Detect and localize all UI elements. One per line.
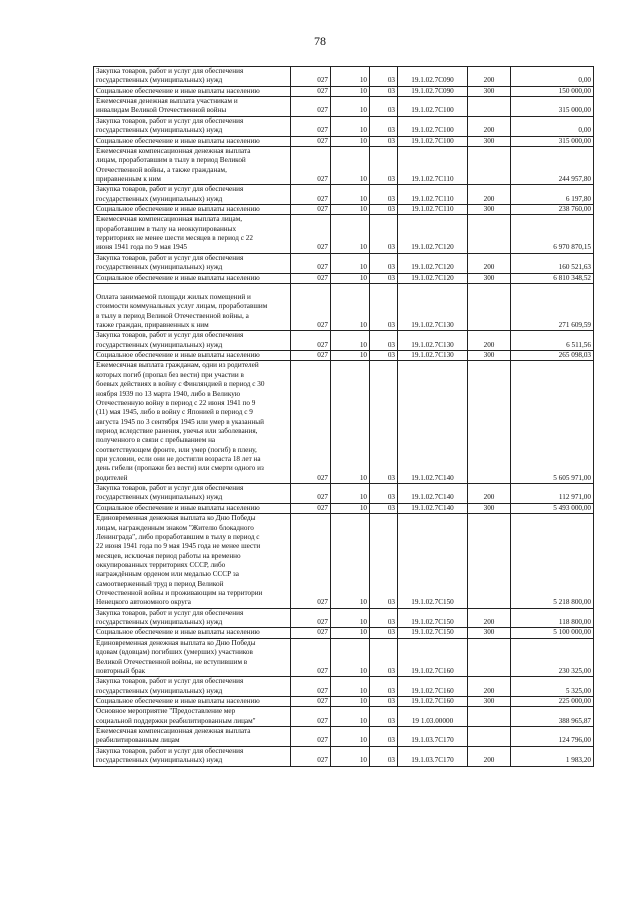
row-section-code: 10 bbox=[331, 205, 370, 215]
row-expense-type bbox=[468, 215, 511, 253]
row-subsection-code: 03 bbox=[370, 351, 398, 361]
row-subsection-code: 03 bbox=[370, 608, 398, 628]
row-amount: 5 493 000,00 bbox=[511, 503, 594, 513]
row-description: Ежемесячная компенсационная денежная выплата лицам, проработавшим в тылу в период Великой Отечественной войны, а также гражданам, приравненным к ним bbox=[94, 146, 291, 184]
row-amount: 6 810 348,52 bbox=[511, 273, 594, 283]
row-section-code: 10 bbox=[331, 677, 370, 697]
row-ministry-code: 027 bbox=[291, 503, 331, 513]
row-subsection-code: 03 bbox=[370, 697, 398, 707]
row-subsection-code: 03 bbox=[370, 283, 398, 330]
row-description: Закупка товаров, работ и услуг для обеспечения государственных (муниципальных) нужд bbox=[94, 185, 291, 205]
row-target-article: 19.1.02.7С160 bbox=[398, 677, 468, 697]
row-section-code: 10 bbox=[331, 514, 370, 609]
row-target-article: 19.1.02.7С160 bbox=[398, 697, 468, 707]
row-description: Ежемесячная выплата гражданам, одни из родителей которых погиб (пропал без вести) при участии в боевых действиях в войну с Финляндией в период с 30 ноября 1939 по 13 марта 1940, либо в Великую Отечественную войну в период с 22 июня 1941 по 9 (11) мая 1945, либо в войну с Японией в период с 9 августа 1945 по 3 сентября 1945 или умер в указанный период вследствие ранения, увечья или заболевания, полученного в связи с пребыванием на соответствующем фронте, или умер (погиб) в плену, при условии, если они не достигли возраста 18 лет на день гибели (пропажи без вести) или смерти одного из родителей bbox=[94, 361, 291, 484]
row-section-code: 10 bbox=[331, 331, 370, 351]
row-expense-type bbox=[468, 283, 511, 330]
row-target-article: 19 1.03.00000 bbox=[398, 707, 468, 727]
row-target-article: 19.1.03.7С170 bbox=[398, 727, 468, 747]
row-subsection-code: 03 bbox=[370, 361, 398, 484]
row-ministry-code: 027 bbox=[291, 86, 331, 96]
row-description: Закупка товаров, работ и услуг для обеспечения государственных (муниципальных) нужд bbox=[94, 746, 291, 766]
row-description: Ежемесячная компенсационная денежная выплата реабилитированным лицам bbox=[94, 727, 291, 747]
row-subsection-code: 03 bbox=[370, 273, 398, 283]
row-amount: 5 325,00 bbox=[511, 677, 594, 697]
row-amount: 0,00 bbox=[511, 67, 594, 87]
row-expense-type: 300 bbox=[468, 697, 511, 707]
table-row bbox=[94, 697, 594, 707]
row-description: Оплата занимаемой площади жилых помещений и стоимости коммунальных услуг лицам, проработавшим в тылу в период Великой Отечественной войны, а также граждан, приравненных к ним bbox=[94, 283, 291, 330]
row-ministry-code: 027 bbox=[291, 146, 331, 184]
row-description: Социальное обеспечение и иные выплаты населению bbox=[94, 697, 291, 707]
table-row bbox=[94, 361, 594, 484]
row-ministry-code: 027 bbox=[291, 707, 331, 727]
row-subsection-code: 03 bbox=[370, 514, 398, 609]
row-amount: 6 970 870,15 bbox=[511, 215, 594, 253]
row-subsection-code: 03 bbox=[370, 628, 398, 638]
row-ministry-code: 027 bbox=[291, 351, 331, 361]
row-expense-type: 300 bbox=[468, 205, 511, 215]
row-subsection-code: 03 bbox=[370, 503, 398, 513]
row-section-code: 10 bbox=[331, 707, 370, 727]
row-description: Единовременная денежная выплата ко Дню Победы лицам, награжденным знаком "Жителю блокадного Ленинграда", либо проработавшим в тылу в период с 22 июня 1941 года по 9 мая 1945 года не менее шести месяцев, исключая период работы на временно оккупированных территориях СССР, либо награждённым орденом или медалью СССР за самоотверженный труд в период Великой Отечественной войны и проживающим на территории Ненецкого автономного округа bbox=[94, 514, 291, 609]
row-expense-type: 300 bbox=[468, 86, 511, 96]
table-row bbox=[94, 638, 594, 676]
row-target-article: 19.1.02.7С100 bbox=[398, 97, 468, 117]
row-section-code: 10 bbox=[331, 727, 370, 747]
row-target-article: 19.1.02.7С100 bbox=[398, 136, 468, 146]
row-section-code: 10 bbox=[331, 361, 370, 484]
row-target-article: 19.1.02.7С130 bbox=[398, 351, 468, 361]
row-amount: 124 796,00 bbox=[511, 727, 594, 747]
row-description: Закупка товаров, работ и услуг для обеспечения государственных (муниципальных) нужд bbox=[94, 677, 291, 697]
table-row bbox=[94, 283, 594, 330]
row-ministry-code: 027 bbox=[291, 331, 331, 351]
row-description: Социальное обеспечение и иные выплаты населению bbox=[94, 503, 291, 513]
row-ministry-code: 027 bbox=[291, 136, 331, 146]
row-section-code: 10 bbox=[331, 185, 370, 205]
row-subsection-code: 03 bbox=[370, 677, 398, 697]
row-ministry-code: 027 bbox=[291, 514, 331, 609]
row-section-code: 10 bbox=[331, 638, 370, 676]
row-ministry-code: 027 bbox=[291, 97, 331, 117]
row-expense-type bbox=[468, 638, 511, 676]
row-description: Закупка товаров, работ и услуг для обеспечения государственных (муниципальных) нужд bbox=[94, 116, 291, 136]
row-amount: 118 800,00 bbox=[511, 608, 594, 628]
row-subsection-code: 03 bbox=[370, 331, 398, 351]
row-amount: 271 609,59 bbox=[511, 283, 594, 330]
table-row bbox=[94, 116, 594, 136]
row-section-code: 10 bbox=[331, 146, 370, 184]
row-ministry-code: 027 bbox=[291, 215, 331, 253]
table-row bbox=[94, 86, 594, 96]
row-description: Социальное обеспечение и иные выплаты населению bbox=[94, 273, 291, 283]
table-row bbox=[94, 273, 594, 283]
budget-table-body bbox=[94, 67, 594, 767]
row-amount: 160 521,63 bbox=[511, 253, 594, 273]
row-section-code: 10 bbox=[331, 273, 370, 283]
row-amount: 112 971,00 bbox=[511, 484, 594, 504]
table-row bbox=[94, 514, 594, 609]
row-ministry-code: 027 bbox=[291, 628, 331, 638]
row-expense-type: 200 bbox=[468, 331, 511, 351]
row-section-code: 10 bbox=[331, 697, 370, 707]
row-description: Закупка товаров, работ и услуг для обеспечения государственных (муниципальных) нужд bbox=[94, 608, 291, 628]
row-amount: 5 218 800,00 bbox=[511, 514, 594, 609]
row-expense-type: 300 bbox=[468, 628, 511, 638]
row-expense-type: 300 bbox=[468, 503, 511, 513]
row-target-article: 19.1.02.7С120 bbox=[398, 253, 468, 273]
table-row bbox=[94, 205, 594, 215]
row-section-code: 10 bbox=[331, 67, 370, 87]
row-target-article: 19.1.02.7С120 bbox=[398, 273, 468, 283]
row-description: Основное мероприятие "Предоставление мер социальной поддержки реабилитированным лицам" bbox=[94, 707, 291, 727]
table-row bbox=[94, 331, 594, 351]
row-amount: 238 760,00 bbox=[511, 205, 594, 215]
row-ministry-code: 027 bbox=[291, 697, 331, 707]
row-expense-type bbox=[468, 707, 511, 727]
row-subsection-code: 03 bbox=[370, 116, 398, 136]
row-expense-type bbox=[468, 361, 511, 484]
row-ministry-code: 027 bbox=[291, 484, 331, 504]
row-section-code: 10 bbox=[331, 116, 370, 136]
row-amount: 230 325,00 bbox=[511, 638, 594, 676]
row-expense-type: 200 bbox=[468, 746, 511, 766]
budget-table bbox=[93, 66, 594, 767]
table-row bbox=[94, 351, 594, 361]
row-amount: 244 957,80 bbox=[511, 146, 594, 184]
row-description: Единовременная денежная выплата ко Дню Победы вдовам (вдовцам) погибших (умерших) участников Великой Отечественной войны, не вступившим в повторный брак bbox=[94, 638, 291, 676]
row-description: Закупка товаров, работ и услуг для обеспечения государственных (муниципальных) нужд bbox=[94, 331, 291, 351]
row-ministry-code: 027 bbox=[291, 283, 331, 330]
row-subsection-code: 03 bbox=[370, 215, 398, 253]
row-expense-type: 200 bbox=[468, 67, 511, 87]
table-row bbox=[94, 97, 594, 117]
table-row bbox=[94, 727, 594, 747]
row-subsection-code: 03 bbox=[370, 707, 398, 727]
row-expense-type: 300 bbox=[468, 351, 511, 361]
row-subsection-code: 03 bbox=[370, 253, 398, 273]
row-subsection-code: 03 bbox=[370, 86, 398, 96]
row-section-code: 10 bbox=[331, 283, 370, 330]
row-section-code: 10 bbox=[331, 136, 370, 146]
row-section-code: 10 bbox=[331, 503, 370, 513]
row-target-article: 19.1.02.7С090 bbox=[398, 67, 468, 87]
row-subsection-code: 03 bbox=[370, 638, 398, 676]
table-row bbox=[94, 136, 594, 146]
row-amount: 265 098,03 bbox=[511, 351, 594, 361]
table-row bbox=[94, 628, 594, 638]
row-description: Социальное обеспечение и иные выплаты населению bbox=[94, 136, 291, 146]
table-row bbox=[94, 67, 594, 87]
row-subsection-code: 03 bbox=[370, 484, 398, 504]
row-description: Ежемесячная компенсационная выплата лицам, проработавшим в тылу на неоккупированных территориях не менее шести месяцев в период с 22 июня 1941 года по 9 мая 1945 bbox=[94, 215, 291, 253]
row-ministry-code: 027 bbox=[291, 253, 331, 273]
row-subsection-code: 03 bbox=[370, 746, 398, 766]
row-target-article: 19.1.02.7С120 bbox=[398, 215, 468, 253]
row-target-article: 19.1.02.7С160 bbox=[398, 638, 468, 676]
row-target-article: 19.1.02.7С150 bbox=[398, 608, 468, 628]
row-expense-type: 200 bbox=[468, 116, 511, 136]
row-amount: 225 000,00 bbox=[511, 697, 594, 707]
row-amount: 150 000,00 bbox=[511, 86, 594, 96]
row-amount: 6 197,80 bbox=[511, 185, 594, 205]
row-ministry-code: 027 bbox=[291, 638, 331, 676]
row-subsection-code: 03 bbox=[370, 727, 398, 747]
row-section-code: 10 bbox=[331, 86, 370, 96]
row-expense-type: 300 bbox=[468, 273, 511, 283]
table-row bbox=[94, 503, 594, 513]
row-ministry-code: 027 bbox=[291, 205, 331, 215]
row-target-article: 19.1.02.7С140 bbox=[398, 503, 468, 513]
row-expense-type: 200 bbox=[468, 253, 511, 273]
table-row bbox=[94, 707, 594, 727]
row-subsection-code: 03 bbox=[370, 185, 398, 205]
row-target-article: 19.1.02.7С130 bbox=[398, 283, 468, 330]
row-expense-type bbox=[468, 514, 511, 609]
page-number: 78 bbox=[314, 34, 326, 48]
row-amount: 6 511,56 bbox=[511, 331, 594, 351]
row-ministry-code: 027 bbox=[291, 677, 331, 697]
row-ministry-code: 027 bbox=[291, 361, 331, 484]
row-ministry-code: 027 bbox=[291, 746, 331, 766]
row-section-code: 10 bbox=[331, 746, 370, 766]
row-target-article: 19.1.02.7С100 bbox=[398, 116, 468, 136]
row-subsection-code: 03 bbox=[370, 97, 398, 117]
row-expense-type: 200 bbox=[468, 608, 511, 628]
row-description: Ежемесячная денежная выплата участникам и инвалидам Великой Отечественной войны bbox=[94, 97, 291, 117]
row-target-article: 19.1.02.7С110 bbox=[398, 146, 468, 184]
row-description: Закупка товаров, работ и услуг для обеспечения государственных (муниципальных) нужд bbox=[94, 484, 291, 504]
row-expense-type: 200 bbox=[468, 677, 511, 697]
row-description: Социальное обеспечение и иные выплаты населению bbox=[94, 351, 291, 361]
row-section-code: 10 bbox=[331, 608, 370, 628]
row-section-code: 10 bbox=[331, 253, 370, 273]
table-row bbox=[94, 746, 594, 766]
row-amount: 388 965,87 bbox=[511, 707, 594, 727]
row-target-article: 19.1.02.7С130 bbox=[398, 331, 468, 351]
row-ministry-code: 027 bbox=[291, 67, 331, 87]
row-target-article: 19.1.02.7С090 bbox=[398, 86, 468, 96]
row-subsection-code: 03 bbox=[370, 136, 398, 146]
row-description: Социальное обеспечение и иные выплаты населению bbox=[94, 86, 291, 96]
row-target-article: 19.1.03.7С170 bbox=[398, 746, 468, 766]
row-target-article: 19.1.02.7С150 bbox=[398, 514, 468, 609]
row-subsection-code: 03 bbox=[370, 67, 398, 87]
table-row bbox=[94, 677, 594, 697]
row-target-article: 19.1.02.7С110 bbox=[398, 185, 468, 205]
row-section-code: 10 bbox=[331, 97, 370, 117]
row-target-article: 19.1.02.7С150 bbox=[398, 628, 468, 638]
row-description: Закупка товаров, работ и услуг для обеспечения государственных (муниципальных) нужд bbox=[94, 67, 291, 87]
row-amount: 0,00 bbox=[511, 116, 594, 136]
row-expense-type: 200 bbox=[468, 185, 511, 205]
row-expense-type bbox=[468, 146, 511, 184]
row-ministry-code: 027 bbox=[291, 185, 331, 205]
row-target-article: 19.1.02.7С140 bbox=[398, 484, 468, 504]
row-subsection-code: 03 bbox=[370, 205, 398, 215]
table-row bbox=[94, 185, 594, 205]
row-section-code: 10 bbox=[331, 484, 370, 504]
row-expense-type bbox=[468, 97, 511, 117]
table-row bbox=[94, 146, 594, 184]
table-row bbox=[94, 608, 594, 628]
row-expense-type bbox=[468, 727, 511, 747]
row-description: Социальное обеспечение и иные выплаты населению bbox=[94, 205, 291, 215]
row-ministry-code: 027 bbox=[291, 608, 331, 628]
row-ministry-code: 027 bbox=[291, 273, 331, 283]
row-amount: 315 000,00 bbox=[511, 136, 594, 146]
row-expense-type: 200 bbox=[468, 484, 511, 504]
table-row bbox=[94, 253, 594, 273]
row-section-code: 10 bbox=[331, 215, 370, 253]
row-description: Социальное обеспечение и иные выплаты населению bbox=[94, 628, 291, 638]
row-ministry-code: 027 bbox=[291, 727, 331, 747]
table-row bbox=[94, 215, 594, 253]
row-amount: 5 605 971,00 bbox=[511, 361, 594, 484]
row-section-code: 10 bbox=[331, 628, 370, 638]
row-section-code: 10 bbox=[331, 351, 370, 361]
row-expense-type: 300 bbox=[468, 136, 511, 146]
row-description: Закупка товаров, работ и услуг для обеспечения государственных (муниципальных) нужд bbox=[94, 253, 291, 273]
row-amount: 5 100 000,00 bbox=[511, 628, 594, 638]
row-amount: 315 000,00 bbox=[511, 97, 594, 117]
row-amount: 1 983,20 bbox=[511, 746, 594, 766]
row-target-article: 19.1.02.7С110 bbox=[398, 205, 468, 215]
row-ministry-code: 027 bbox=[291, 116, 331, 136]
row-target-article: 19.1.02.7С140 bbox=[398, 361, 468, 484]
row-subsection-code: 03 bbox=[370, 146, 398, 184]
table-row bbox=[94, 484, 594, 504]
